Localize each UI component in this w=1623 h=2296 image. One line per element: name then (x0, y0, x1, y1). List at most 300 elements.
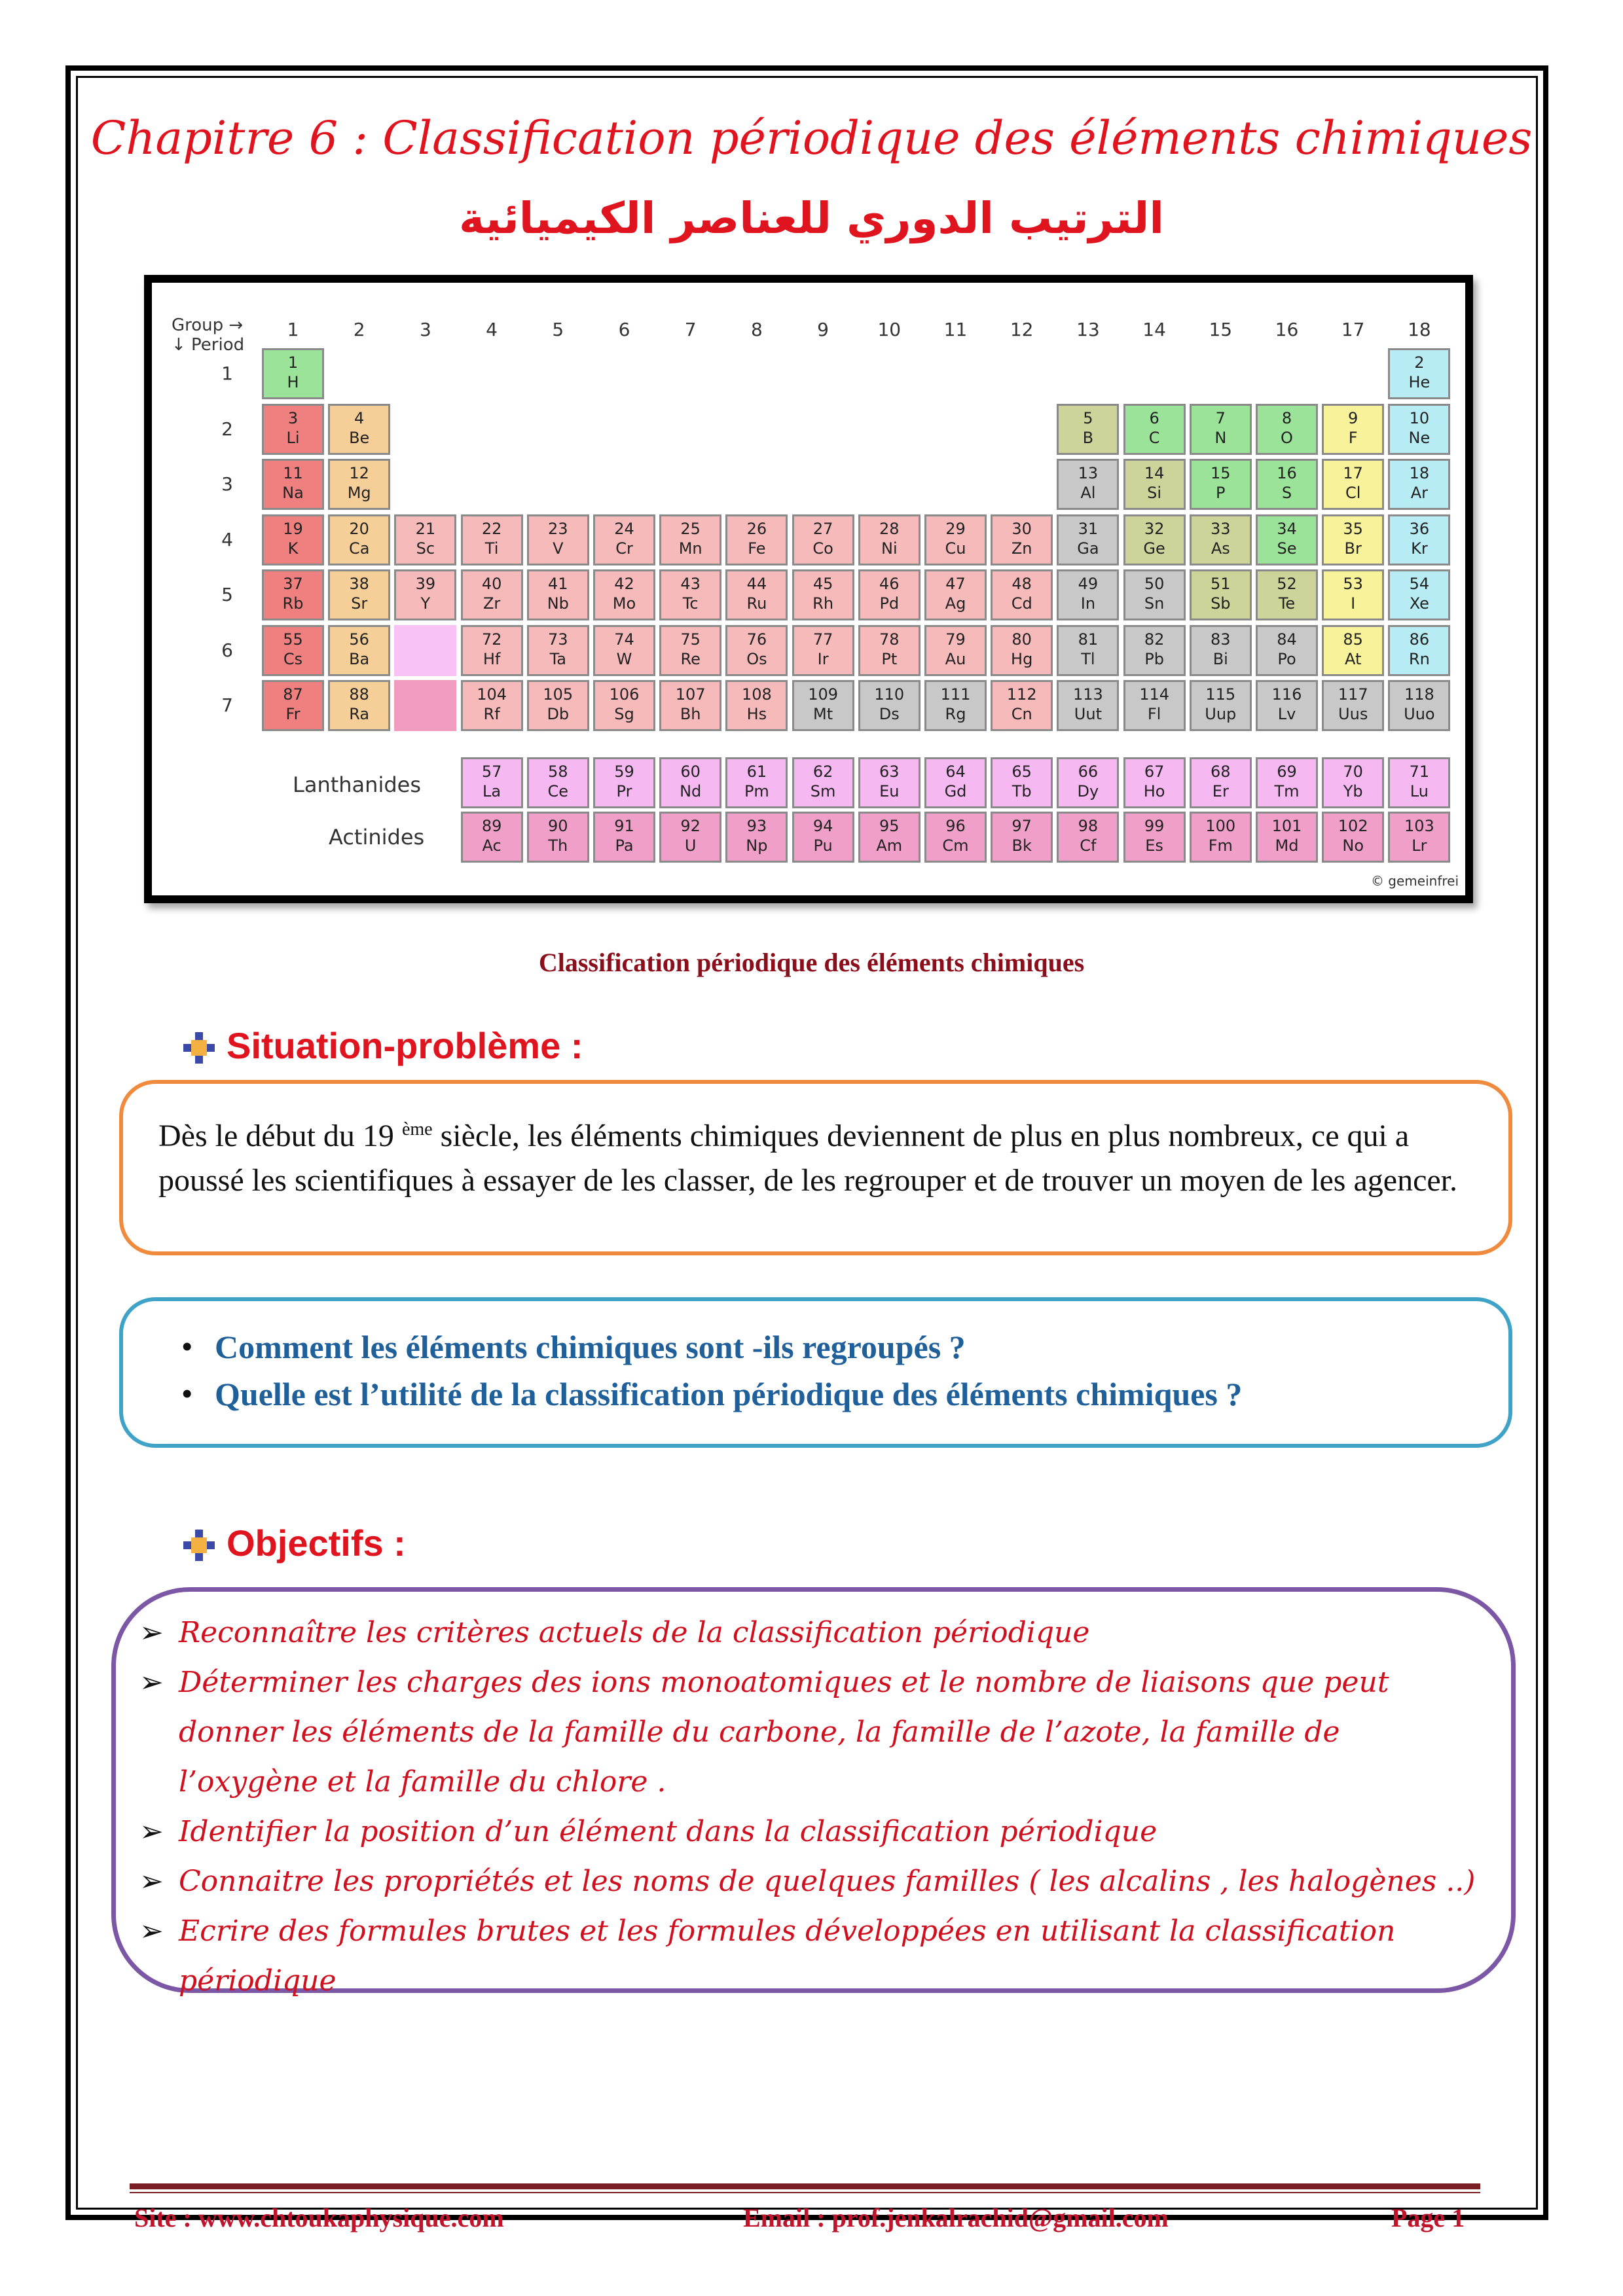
element-cell-v (527, 514, 589, 565)
element-symbol: O (1281, 428, 1293, 447)
atomic-number: 107 (675, 685, 706, 704)
question-item: • Quelle est l’utilité de la classification périodique des éléments chimiques ? (182, 1371, 1242, 1418)
element-cell-fl (1123, 680, 1186, 731)
element-symbol: Tl (1081, 649, 1095, 668)
group-number: 4 (486, 319, 498, 340)
element-cell-no (1322, 812, 1384, 863)
element-cell-u (659, 812, 721, 863)
element-cell-sr (328, 569, 390, 620)
element-cell-cf (1057, 812, 1119, 863)
element-cell-bi (1190, 625, 1252, 676)
element-symbol: Al (1080, 484, 1096, 502)
element-cell-al (1057, 459, 1119, 510)
element-symbol: Fe (748, 539, 766, 558)
element-symbol: Cn (1011, 705, 1032, 723)
element-symbol: Sc (416, 539, 435, 558)
element-cell-ag (924, 569, 987, 620)
atomic-number: 102 (1338, 817, 1368, 835)
atomic-number: 108 (741, 685, 772, 704)
arrow-bullet-icon: ➢ (139, 1666, 164, 1699)
objectifs-heading (183, 1522, 406, 1564)
atomic-number: 25 (680, 519, 701, 538)
group-number: 1 (287, 319, 299, 340)
atomic-number: 61 (746, 762, 767, 781)
element-cell-w (593, 625, 655, 676)
element-symbol: Sm (810, 782, 836, 800)
element-cell-hs (725, 680, 788, 731)
element-symbol: Pa (615, 836, 634, 855)
group-number: 3 (419, 319, 431, 340)
situation-heading (183, 1024, 583, 1067)
group-number: 16 (1275, 319, 1299, 340)
element-symbol: Tc (682, 594, 699, 613)
atomic-number: 118 (1404, 685, 1434, 704)
atomic-number: 72 (481, 630, 502, 649)
element-cell-pu (792, 812, 854, 863)
element-cell-placeholder (394, 625, 456, 676)
element-cell-rg (924, 680, 987, 731)
element-symbol: Sn (1144, 594, 1165, 613)
atomic-number: 50 (1144, 575, 1165, 593)
atomic-number: 71 (1409, 762, 1430, 781)
element-symbol: Xe (1409, 594, 1429, 613)
element-symbol: Fr (285, 705, 301, 723)
element-symbol: Po (1277, 649, 1296, 668)
element-symbol: Cm (942, 836, 969, 855)
element-symbol: Bh (680, 705, 701, 723)
element-symbol: Si (1147, 484, 1162, 502)
element-symbol: F (1348, 428, 1358, 447)
atomic-number: 43 (680, 575, 701, 593)
element-cell-er (1190, 757, 1252, 808)
arrow-bullet-icon: ➢ (139, 1914, 164, 1948)
atomic-number: 82 (1144, 630, 1165, 649)
element-cell-as (1190, 514, 1252, 565)
element-cell-ca (328, 514, 390, 565)
question-item: • Comment les éléments chimiques sont -ils regroupés ? (182, 1323, 1242, 1371)
atomic-number: 12 (349, 464, 369, 482)
group-number: 7 (684, 319, 697, 340)
element-cell-sg (593, 680, 655, 731)
element-cell-pm (725, 757, 788, 808)
element-symbol: Mt (813, 705, 833, 723)
element-cell-bh (659, 680, 721, 731)
objective-item: ➢ Reconnaître les critères actuels de la classification périodique (139, 1608, 1485, 1658)
element-symbol: Mo (612, 594, 636, 613)
element-cell-uut (1057, 680, 1119, 731)
periodic-table (152, 283, 1465, 895)
atomic-number: 29 (945, 519, 966, 538)
element-cell-f (1322, 404, 1384, 455)
element-cell-cu (924, 514, 987, 565)
element-cell-kr (1388, 514, 1450, 565)
objective-item: ➢ Connaitre les propriétés et les noms de quelques familles ( les alcalins , les halogènes ..) (139, 1857, 1485, 1907)
atomic-number: 35 (1343, 519, 1363, 538)
atomic-number: 114 (1139, 685, 1169, 704)
element-cell-he (1388, 348, 1450, 399)
element-symbol: Md (1275, 836, 1299, 855)
atomic-number: 97 (1012, 817, 1032, 835)
element-cell-fm (1190, 812, 1252, 863)
atomic-number: 85 (1343, 630, 1363, 649)
atomic-number: 103 (1404, 817, 1434, 835)
objective-item: ➢ Déterminer les charges des ions monoatomiques et le nombre de liaisons que peut donner les éléments de la famille du carbone, la famille de l’azote, la famille de l’oxygène et la famille du chlore . (139, 1658, 1485, 1807)
element-symbol: Db (547, 705, 570, 723)
element-symbol: Tb (1012, 782, 1032, 800)
element-symbol: Br (1344, 539, 1362, 558)
element-symbol: Kr (1411, 539, 1428, 558)
element-symbol: Ga (1077, 539, 1099, 558)
period-number: 2 (221, 418, 233, 440)
atomic-number: 13 (1078, 464, 1099, 482)
element-symbol: Np (746, 836, 768, 855)
element-cell-ru (725, 569, 788, 620)
element-cell-ds (858, 680, 921, 731)
element-symbol: Rn (1408, 649, 1430, 668)
element-cell-ge (1123, 514, 1186, 565)
element-cell-ni (858, 514, 921, 565)
atomic-number: 80 (1012, 630, 1032, 649)
element-cell-at (1322, 625, 1384, 676)
element-symbol: As (1211, 539, 1230, 558)
element-cell-pb (1123, 625, 1186, 676)
period-number: 4 (221, 528, 233, 550)
footer-page-number: Page 1 (1391, 2203, 1465, 2233)
element-symbol: Yb (1343, 782, 1363, 800)
atomic-number: 32 (1144, 519, 1165, 538)
element-cell-re (659, 625, 721, 676)
footer-email[interactable]: Email : prof.jenkalrachid@gmail.com (743, 2203, 1169, 2233)
atomic-number: 63 (879, 762, 900, 781)
element-cell-es (1123, 812, 1186, 863)
element-symbol: V (553, 539, 564, 558)
element-cell-y (394, 569, 456, 620)
element-cell-uus (1322, 680, 1384, 731)
footer-site[interactable]: Site : www.chtoukaphysique.com (134, 2203, 504, 2233)
element-cell-uup (1190, 680, 1252, 731)
element-symbol: Nd (680, 782, 702, 800)
element-symbol: Ge (1143, 539, 1165, 558)
element-cell-eu (858, 757, 921, 808)
element-symbol: Ac (482, 836, 501, 855)
element-cell-yb (1322, 757, 1384, 808)
atomic-number: 65 (1012, 762, 1032, 781)
atomic-number: 89 (481, 817, 502, 835)
atomic-number: 56 (349, 630, 369, 649)
element-symbol: Gd (944, 782, 967, 800)
atomic-number: 112 (1006, 685, 1037, 704)
atomic-number: 20 (349, 519, 369, 538)
atomic-number: 30 (1012, 519, 1032, 538)
element-cell-tl (1057, 625, 1119, 676)
element-symbol: Uut (1074, 705, 1102, 723)
period-number: 1 (221, 363, 233, 384)
atomic-number: 93 (746, 817, 767, 835)
element-symbol: Pd (879, 594, 900, 613)
element-cell-hf (461, 625, 523, 676)
element-symbol: Pb (1144, 649, 1164, 668)
atomic-number: 110 (874, 685, 905, 704)
group-number: 14 (1142, 319, 1166, 340)
actinides-label: Actinides (329, 825, 425, 850)
element-cell-hg (991, 625, 1053, 676)
element-cell-au (924, 625, 987, 676)
atomic-number: 34 (1277, 519, 1297, 538)
element-cell-co (792, 514, 854, 565)
element-symbol: Lv (1277, 705, 1296, 723)
atomic-number: 24 (614, 519, 634, 538)
element-symbol: Cl (1345, 484, 1361, 502)
atomic-number: 59 (614, 762, 634, 781)
element-symbol: I (1351, 594, 1356, 613)
element-symbol: Sb (1211, 594, 1231, 613)
element-cell-nb (527, 569, 589, 620)
atomic-number: 8 (1281, 408, 1292, 427)
element-cell-mn (659, 514, 721, 565)
element-cell-rn (1388, 625, 1450, 676)
group-number: 17 (1341, 319, 1365, 340)
element-cell-dy (1057, 757, 1119, 808)
element-symbol: Hg (1011, 649, 1033, 668)
atomic-number: 87 (283, 685, 303, 704)
figure-caption: Classification périodique des éléments chimiques (538, 948, 1085, 977)
element-symbol: S (1281, 484, 1292, 502)
element-symbol: Au (945, 649, 966, 668)
element-cell-pr (593, 757, 655, 808)
element-symbol: In (1080, 594, 1096, 613)
atomic-number: 88 (349, 685, 369, 704)
atomic-number: 55 (283, 630, 303, 649)
element-cell-rh (792, 569, 854, 620)
element-symbol: Ca (348, 539, 370, 558)
atomic-number: 4 (354, 408, 365, 427)
atomic-number: 111 (940, 685, 971, 704)
element-cell-ac (461, 812, 523, 863)
atomic-number: 58 (548, 762, 568, 781)
atomic-number: 116 (1271, 685, 1302, 704)
situation-text: Dès le début du 19 $^{ème}$ siècle, les éléments chimiques deviennent de plus en plus nombreux, ce qui a poussé les scientifiques à essayer de les classer, de les regrouper et de trouver un moyen de les agencer. (158, 1119, 1458, 1198)
element-symbol: At (1344, 649, 1362, 668)
atomic-number: 38 (349, 575, 369, 593)
element-cell-ra (328, 680, 390, 731)
element-cell-cn (991, 680, 1053, 731)
atomic-number: 68 (1211, 762, 1231, 781)
period-number: 3 (221, 473, 233, 495)
element-cell-sb (1190, 569, 1252, 620)
atomic-number: 28 (879, 519, 900, 538)
atomic-number: 5 (1083, 408, 1093, 427)
element-symbol: Li (286, 428, 300, 447)
element-cell-tm (1256, 757, 1318, 808)
element-symbol: Cf (1080, 836, 1097, 855)
element-cell-mg (328, 459, 390, 510)
element-cell-pd (858, 569, 921, 620)
atomic-number: 57 (481, 762, 502, 781)
element-symbol: Pm (744, 782, 769, 800)
element-symbol: Ho (1143, 782, 1165, 800)
atomic-number: 37 (283, 575, 303, 593)
element-symbol: Sr (351, 594, 368, 613)
element-cell-mt (792, 680, 854, 731)
atomic-number: 10 (1409, 408, 1430, 427)
element-cell-cd (991, 569, 1053, 620)
arrow-bullet-icon: ➢ (139, 1865, 164, 1898)
atomic-number: 60 (680, 762, 701, 781)
group-number: 10 (877, 319, 902, 340)
element-symbol: P (1216, 484, 1226, 502)
atomic-number: 22 (481, 519, 502, 538)
period-number: 5 (221, 584, 233, 605)
element-symbol: Sg (614, 705, 634, 723)
element-cell-ir (792, 625, 854, 676)
atomic-number: 104 (477, 685, 507, 704)
group-number: 18 (1408, 319, 1431, 340)
lanthanides-label: Lanthanides (293, 772, 421, 797)
element-symbol: Be (349, 428, 370, 447)
periodic-table-figure (144, 275, 1473, 903)
plus-bullet-icon (183, 1032, 216, 1065)
atomic-number: 79 (945, 630, 966, 649)
objectifs-box (111, 1587, 1516, 1998)
atomic-number: 84 (1277, 630, 1297, 649)
atomic-number: 26 (746, 519, 767, 538)
element-symbol: Te (1278, 594, 1296, 613)
element-cell-li (262, 404, 324, 455)
element-symbol: Lu (1410, 782, 1429, 800)
element-cell-be (328, 404, 390, 455)
atomic-number: 105 (543, 685, 574, 704)
chapter-title-fr: Chapitre 6 : Classification périodique des éléments chimiques (90, 111, 1533, 165)
element-cell-la (461, 757, 523, 808)
group-number: 6 (618, 319, 630, 340)
atomic-number: 100 (1205, 817, 1236, 835)
element-symbol: C (1148, 428, 1160, 447)
element-symbol: Mg (347, 484, 371, 502)
element-cell-rb (262, 569, 324, 620)
element-cell-ce (527, 757, 589, 808)
atomic-number: 42 (614, 575, 634, 593)
element-symbol: Lr (1412, 836, 1427, 855)
atomic-number: 48 (1012, 575, 1032, 593)
atomic-number: 41 (548, 575, 568, 593)
atomic-number: 83 (1211, 630, 1231, 649)
element-cell-gd (924, 757, 987, 808)
group-number: 11 (943, 319, 968, 340)
element-cell-lu (1388, 757, 1450, 808)
element-symbol: W (616, 649, 632, 668)
element-symbol: Na (282, 484, 304, 502)
atomic-number: 74 (614, 630, 634, 649)
element-symbol: Ar (1410, 484, 1429, 502)
element-symbol: N (1214, 428, 1227, 447)
element-cell-placeholder (394, 680, 456, 731)
atomic-number: 86 (1409, 630, 1430, 649)
element-symbol: Pr (616, 782, 632, 800)
atomic-number: 96 (945, 817, 966, 835)
element-symbol: Rb (282, 594, 304, 613)
element-symbol: Uuo (1404, 705, 1435, 723)
element-cell-in (1057, 569, 1119, 620)
element-symbol: Ni (881, 539, 898, 558)
atomic-number: 23 (548, 519, 568, 538)
atomic-number: 15 (1211, 464, 1231, 482)
atomic-number: 16 (1277, 464, 1297, 482)
element-cell-ga (1057, 514, 1119, 565)
atomic-number: 117 (1338, 685, 1368, 704)
element-symbol: Ir (817, 649, 829, 668)
element-symbol: Cd (1011, 594, 1032, 613)
element-symbol: He (1408, 373, 1431, 391)
group-number: 9 (817, 319, 829, 340)
atomic-number: 53 (1343, 575, 1363, 593)
element-symbol: Tm (1274, 782, 1300, 800)
element-symbol: Se (1277, 539, 1297, 558)
element-symbol: Ag (945, 594, 966, 613)
element-cell-fr (262, 680, 324, 731)
element-symbol: Ra (349, 705, 370, 723)
atomic-number: 49 (1078, 575, 1099, 593)
atomic-number: 95 (879, 817, 900, 835)
atomic-number: 115 (1205, 685, 1236, 704)
atomic-number: 47 (945, 575, 966, 593)
questions-box (119, 1297, 1512, 1448)
element-symbol: B (1082, 428, 1094, 447)
period-label: ↓ Period (172, 335, 245, 355)
element-symbol: K (287, 539, 299, 558)
element-symbol: Ba (349, 649, 370, 668)
element-cell-i (1322, 569, 1384, 620)
element-cell-ba (328, 625, 390, 676)
element-cell-zr (461, 569, 523, 620)
atomic-number: 6 (1149, 408, 1159, 427)
element-symbol: Re (680, 649, 701, 668)
element-cell-s (1256, 459, 1318, 510)
footer-rule-thin (130, 2192, 1480, 2193)
element-symbol: Hs (746, 705, 767, 723)
atomic-number: 109 (808, 685, 838, 704)
element-cell-c (1123, 404, 1186, 455)
element-symbol: Ta (549, 649, 566, 668)
element-cell-db (527, 680, 589, 731)
atomic-number: 77 (812, 630, 833, 649)
group-period-label (172, 315, 244, 355)
atomic-number: 75 (680, 630, 701, 649)
element-cell-ho (1123, 757, 1186, 808)
atomic-number: 94 (812, 817, 833, 835)
element-symbol: Os (746, 649, 767, 668)
arrow-bullet-icon: ➢ (139, 1815, 164, 1848)
atomic-number: 40 (481, 575, 502, 593)
element-symbol: Zr (483, 594, 501, 613)
element-cell-am (858, 812, 921, 863)
situation-box (119, 1080, 1512, 1255)
element-symbol: Am (876, 836, 903, 855)
atomic-number: 73 (548, 630, 568, 649)
atomic-number: 113 (1072, 685, 1103, 704)
element-symbol: Pu (813, 836, 833, 855)
element-cell-na (262, 459, 324, 510)
element-cell-si (1123, 459, 1186, 510)
atomic-number: 36 (1409, 519, 1430, 538)
atomic-number: 45 (812, 575, 833, 593)
group-number: 13 (1076, 319, 1100, 340)
atomic-number: 106 (609, 685, 640, 704)
element-symbol: Nb (547, 594, 569, 613)
element-cell-th (527, 812, 589, 863)
element-symbol: Eu (879, 782, 900, 800)
group-number: 8 (750, 319, 763, 340)
footer-rule (130, 2183, 1480, 2189)
